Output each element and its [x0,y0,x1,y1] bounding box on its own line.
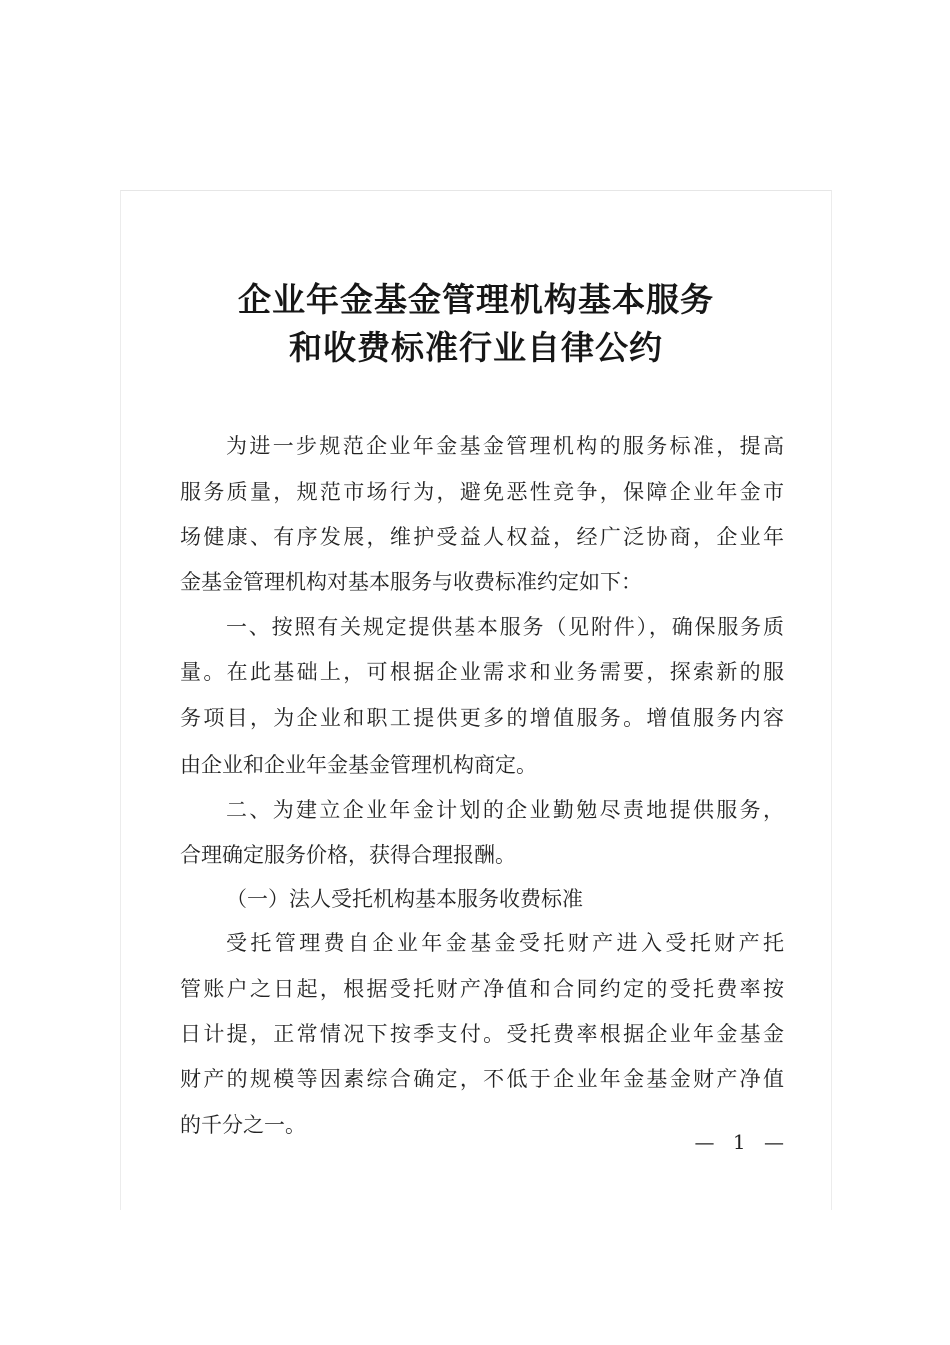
paragraph-line: 务项目，为企业和职工提供更多的增值服务。增值服务内容 [180,706,784,730]
paragraph-line: 一、按照有关规定提供基本服务（见附件），确保服务质 [226,615,784,639]
paragraph-line: 金基金管理机构对基本服务与收费标准约定如下： [180,570,642,594]
paragraph-line: 量。在此基础上，可根据企业需求和业务需要，探索新的服 [180,660,784,684]
document-title-line-1: 企业年金基金管理机构基本服务 [238,280,714,319]
paragraph-line: 二、为建立企业年金计划的企业勤勉尽责地提供服务， [226,798,784,822]
paragraph-line: 管账户之日起，根据受托财产净值和合同约定的受托费率按 [180,977,784,1001]
paragraph-line: 服务质量，规范市场行为，避免恶性竞争，保障企业年金市 [180,480,784,504]
paragraph-line: 合理确定服务价格，获得合理报酬。 [180,843,516,867]
section-heading: （一）法人受托机构基本服务收费标准 [226,887,583,911]
paragraph-line: 日计提，正常情况下按季支付。受托费率根据企业年金基金 [180,1022,784,1046]
paragraph-line: 场健康、有序发展，维护受益人权益，经广泛协商，企业年 [180,525,784,549]
page-number: — 1 — [694,1130,790,1154]
document-title-line-2: 和收费标准行业自律公约 [289,328,663,367]
paragraph-line: 为进一步规范企业年金基金管理机构的服务标准，提高 [226,434,784,458]
paragraph-line: 受托管理费自企业年金基金受托财产进入受托财产托 [226,931,784,955]
paragraph-line: 财产的规模等因素综合确定，不低于企业年金基金财产净值 [180,1067,784,1091]
paragraph-line: 的千分之一。 [180,1113,306,1137]
paragraph-line: 由企业和企业年金基金管理机构商定。 [180,753,537,777]
